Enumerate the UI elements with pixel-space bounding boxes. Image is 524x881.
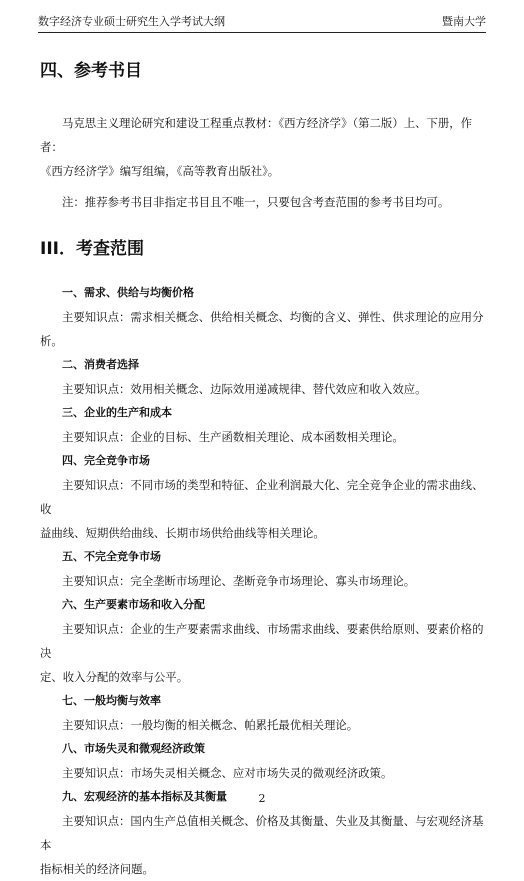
scope-item-line: 益曲线、短期供给曲线、长期市场供给曲线等相关理论。 — [40, 526, 325, 540]
scope-item-line: 主要知识点：需求相关概念、供给相关概念、均衡的含义、弹性、供求理论的应用分析。 — [40, 310, 484, 348]
header-university: 暨南大学 — [442, 15, 486, 28]
scope-item-line: 主要知识点：一般均衡的相关概念、帕累托最优相关理论。 — [62, 718, 359, 732]
scope-item-heading: 三、企业的生产和成本 — [62, 406, 172, 419]
page-header — [38, 12, 486, 33]
scope-item-line: 主要知识点：不同市场的类型和特征、企业利润最大化、完全竞争企业的需求曲线、收 — [40, 478, 484, 516]
scope-item-heading: 九、宏观经济的基本指标及其衡量 — [62, 790, 227, 803]
scope-item-heading: 一、需求、供给与均衡价格 — [62, 286, 194, 299]
references-note: 注：推荐参考书目非指定书目且不唯一，只要包含考查范围的参考书目均可。 — [62, 195, 450, 209]
scope-item-line: 主要知识点：市场失灵相关概念、应对市场失灵的微观经济政策。 — [62, 766, 393, 780]
references-line-2: 《西方经济学》编写组编，《高等教育出版社》。 — [40, 164, 280, 178]
scope-item-line: 主要知识点：国内生产总值相关概念、价格及其衡量、失业及其衡量、与宏观经济基本 — [40, 814, 484, 852]
scope-item-line: 定、收入分配的效率与公平。 — [40, 670, 189, 684]
scope-item-heading: 五、不完全竞争市场 — [62, 550, 161, 563]
scope-item-line: 指标相关的经济问题。 — [40, 862, 154, 876]
scope-item-heading: 七、一般均衡与效率 — [62, 694, 161, 707]
page-content — [40, 56, 486, 881]
scope-item-heading: 六、生产要素市场和收入分配 — [62, 598, 205, 611]
scope-item-line: 主要知识点：企业的生产要素需求曲线、市场需求曲线、要素供给原则、要素价格的决 — [40, 622, 484, 660]
scope-item-heading: 四、完全竞争市场 — [62, 454, 150, 467]
section-references-title: 四、参考书目 — [40, 61, 142, 81]
scope-item-heading: 八、市场失灵和微观经济政策 — [62, 742, 205, 755]
section-scope-title: III．考查范围 — [40, 239, 144, 259]
references-line-1: 马克思主义理论研究和建设工程重点教材：《西方经济学》（第二版）上、下册，作者： — [40, 116, 473, 154]
scope-item-line: 主要知识点：效用相关概念、边际效用递减规律、替代效应和收入效应。 — [62, 382, 427, 396]
page-number: 2 — [258, 792, 266, 805]
scope-item-line: 主要知识点：企业的目标、生产函数相关理论、成本函数相关理论。 — [62, 430, 404, 444]
header-title: 数字经济专业硕士研究生入学考试大纲 — [38, 15, 225, 28]
scope-item-heading: 二、消费者选择 — [62, 358, 139, 371]
scope-list — [40, 281, 486, 881]
scope-item-line: 主要知识点：完全垄断市场理论、垄断竞争市场理论、寡头市场理论。 — [62, 574, 416, 588]
